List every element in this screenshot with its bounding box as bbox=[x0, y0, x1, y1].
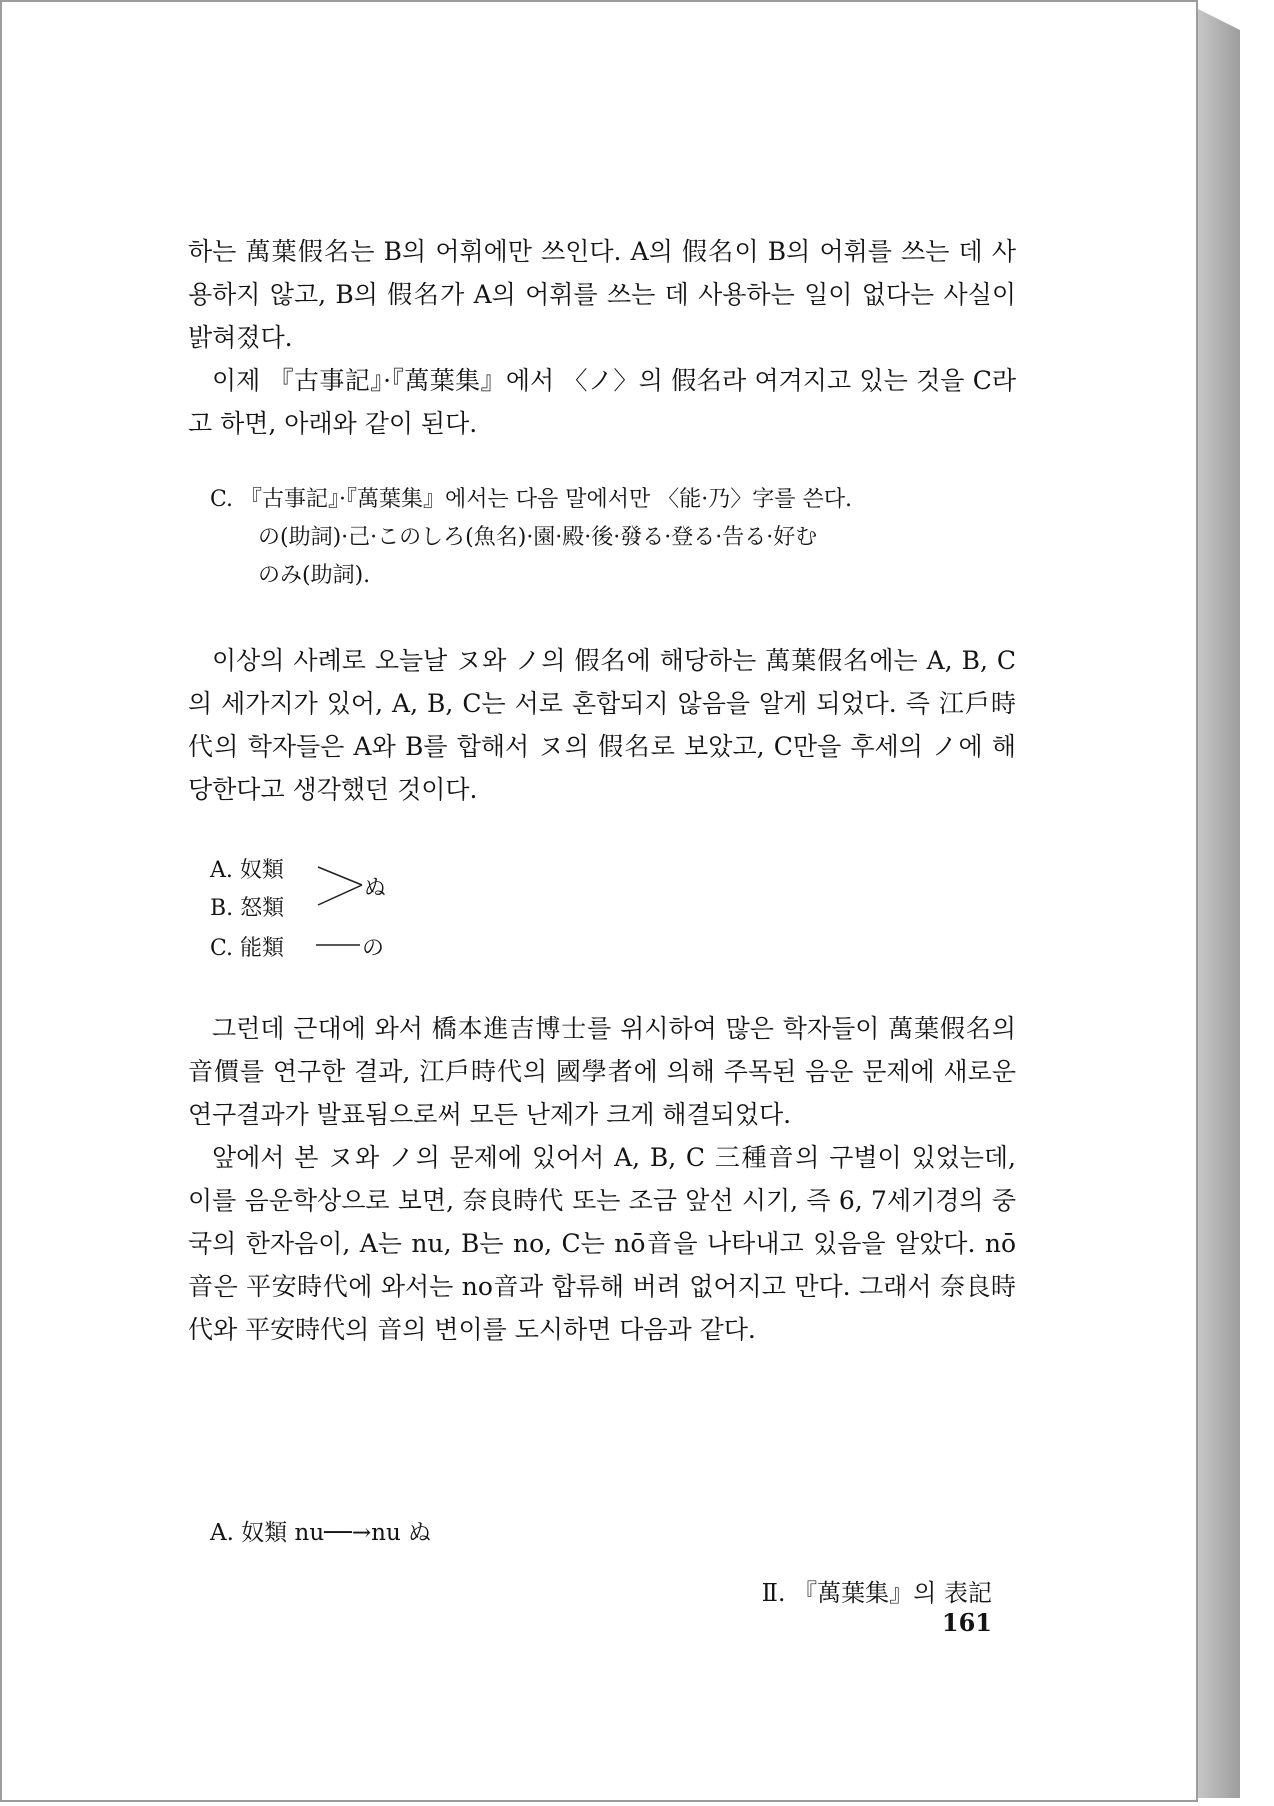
diagram-a: A. 奴類 bbox=[210, 858, 284, 883]
page-body bbox=[188, 230, 1016, 1351]
example-c bbox=[210, 481, 1016, 595]
example-c-line2: の(助詞)·己·このしろ(魚名)·園·殿·後·發る·登る·告る·好む bbox=[258, 525, 818, 550]
paragraph-5: 앞에서 본 ヌ와 ノ의 문제에 있어서 A, B, C 三種音의 구별이 있었는데, 이를 음운학상으로 보면, 奈良時代 또는 조금 앞선 시기, 즉 6, 7세기경의 중국의 한자음이, A는 nu, B는 no, C는 nō音을 나타내고 있음을 알았다. nō音은 平安時代에 와서는 no音과 합류해 버려 없어지고 만다. 그래서 奈良時代와 平安時代의 音의 변이를 도시하면 다음과 같다. bbox=[188, 1143, 1016, 1344]
diagram-b: B. 怒類 bbox=[210, 896, 285, 921]
example-c-line3: のみ(助詞). bbox=[258, 563, 371, 588]
kana-diagram bbox=[210, 853, 610, 973]
diagram-no: の bbox=[362, 936, 385, 961]
paragraph-3: 이상의 사례로 오늘날 ヌ와 ノ의 假名에 해당하는 萬葉假名에는 A, B, C의 세가지가 있어, A, B, C는 서로 혼합되지 않음을 알게 되었다. 즉 江戶時代의 학자들은 A와 B를 합해서 ヌ의 假名로 보았고, C만을 후세의 ノ에 해당한다고 생각했던 것이다. bbox=[188, 646, 1016, 804]
diagram-nu: ぬ bbox=[364, 876, 387, 901]
paragraph-2: 이제 『古事記』·『萬葉集』에서 〈ノ〉의 假名라 여겨지고 있는 것을 C라고 하면, 아래와 같이 된다. bbox=[188, 366, 1016, 438]
running-footer bbox=[702, 1573, 992, 1637]
page-number: 161 bbox=[941, 1608, 992, 1637]
sound-change-row-a: A. 奴類 nu──→nu ぬ bbox=[210, 1520, 432, 1546]
example-c-line1: C. 『古事記』·『萬葉集』에서는 다음 말에서만 〈能·乃〉字를 쓴다. bbox=[210, 487, 853, 512]
diagram-c: C. 能類 bbox=[210, 936, 285, 961]
paragraph-4: 그런데 근대에 와서 橋本進吉博士를 위시하여 많은 학자들이 萬葉假名의 音價를 연구한 결과, 江戶時代의 國學者에 의해 주목된 음운 문제에 새로운 연구결과가 발표됨으로써 모든 난제가 크게 해결되었다. bbox=[188, 1014, 1016, 1129]
footer-section: Ⅱ. 『萬葉集』의 表記 bbox=[761, 1579, 992, 1607]
paragraph-1: 하는 萬葉假名는 B의 어휘에만 쓰인다. A의 假名이 B의 어휘를 쓰는 데 사용하지 않고, B의 假名가 A의 어휘를 쓰는 데 사용하는 일이 없다는 사실이 밝혀졌다. bbox=[188, 237, 1016, 352]
page-edge-shadow bbox=[1196, 8, 1240, 1798]
